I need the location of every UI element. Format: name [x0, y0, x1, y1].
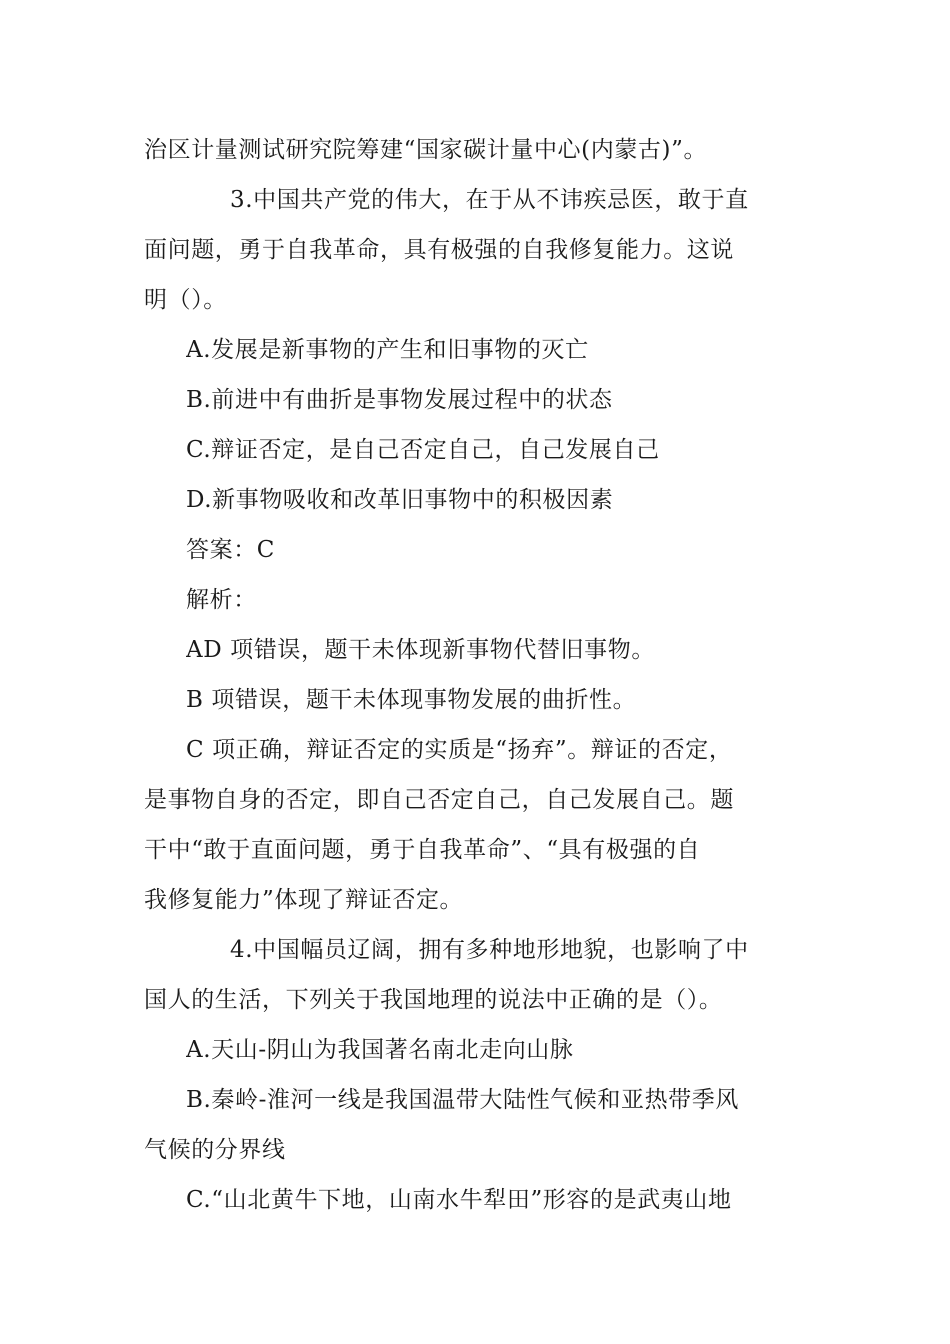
option-a: A.天山-阴山为我国著名南北走向山脉: [186, 1037, 574, 1063]
question-3-stem: 3.中国共产党的伟大，在于从不讳疾忌医，敢于直: [230, 187, 749, 213]
option-b: B.秦岭-淮河一线是我国温带大陆性气候和亚热带季风: [186, 1087, 739, 1113]
text-line: 面问题，勇于自我革命，具有极强的自我修复能力。这说: [144, 237, 734, 263]
option-c: C.“山北黄牛下地，山南水牛犁田”形容的是武夷山地: [186, 1187, 732, 1213]
analysis-line: C 项正确，辩证否定的实质是“扬弃”。辩证的否定，: [186, 737, 733, 763]
option-a: A.发展是新事物的产生和旧事物的灭亡: [186, 337, 589, 363]
text-line: 是事物自身的否定，即自己否定自己，自己发展自己。题: [144, 787, 734, 813]
text-line: 气候的分界线: [144, 1137, 286, 1163]
text-line: 明（）。: [144, 287, 227, 313]
option-b: B.前进中有曲折是事物发展过程中的状态: [186, 387, 613, 413]
option-c: C.辩证否定，是自己否定自己，自己发展自己: [186, 437, 660, 463]
text-line: 治区计量测试研究院筹建“国家碳计量中心(内蒙古)”。: [144, 137, 708, 163]
option-d: D.新事物吸收和改革旧事物中的积极因素: [186, 487, 614, 513]
analysis-heading: 解析：: [186, 587, 257, 613]
text-line: 我修复能力”体现了辩证否定。: [144, 887, 464, 913]
question-4-stem: 4.中国幅员辽阔，拥有多种地形地貌，也影响了中: [230, 937, 749, 963]
text-line: 国人的生活，下列关于我国地理的说法中正确的是（）。: [144, 987, 723, 1013]
answer: 答案：C: [186, 537, 275, 563]
analysis-line: AD 项错误，题干未体现新事物代替旧事物。: [186, 637, 655, 663]
text-line: 干中“敢于直面问题，勇于自我革命”、“具有极强的自: [144, 837, 701, 863]
analysis-line: B 项错误，题干未体现事物发展的曲折性。: [186, 687, 637, 713]
